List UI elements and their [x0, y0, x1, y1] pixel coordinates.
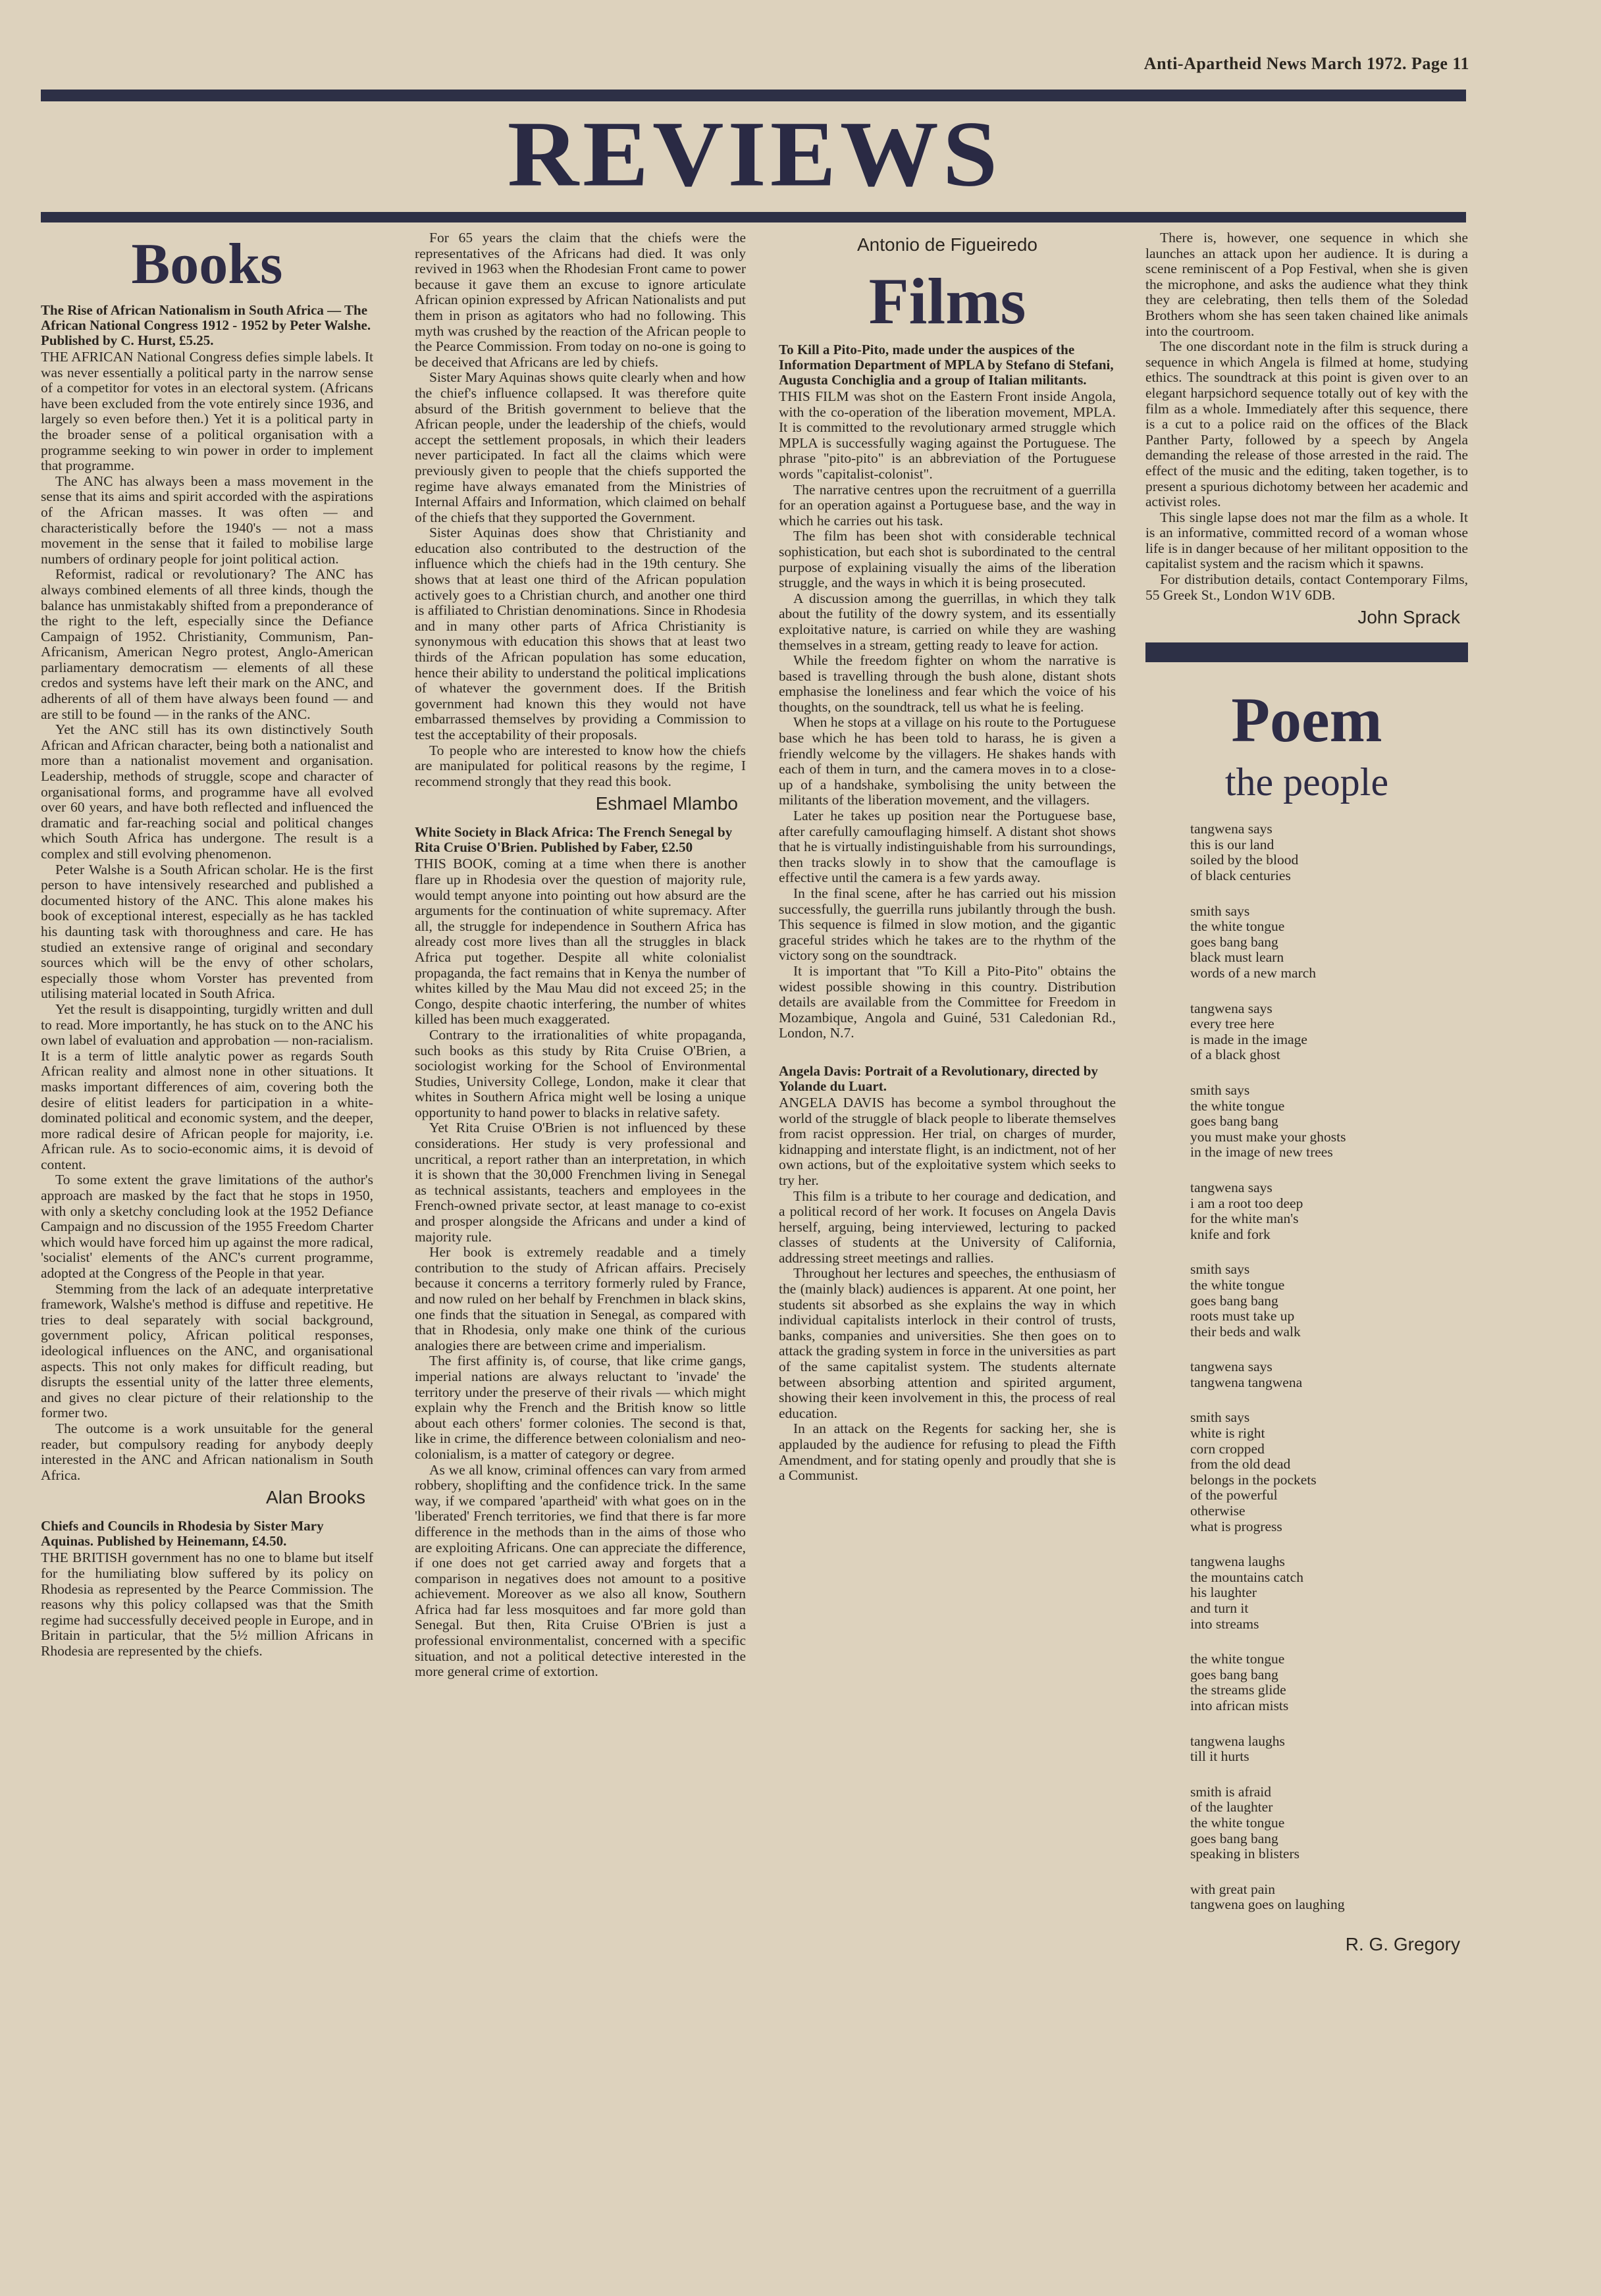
review-paragraph: To people who are interested to know how the chiefs are manipulated for political reasons by the regime, I recommend strongly that they read this book. — [415, 742, 746, 789]
poem-stanza — [1190, 1554, 1468, 1632]
poem-line: the white tongue — [1190, 1814, 1285, 1831]
poem-stanza — [1190, 1262, 1468, 1340]
poem-line: in the image of new trees — [1190, 1144, 1333, 1161]
poem-stanza — [1190, 1410, 1468, 1534]
masthead-rule-bottom — [41, 212, 1466, 222]
poem-line: goes bang bang — [1190, 1830, 1278, 1846]
review-paragraph: Yet the result is disappointing, turgidly written and dull to read. More importantly, he has stuck on to the ANC his own label of evaluation and approbation — non-racialism. It is a term of little analytic power as regards South African reality and almost none in other situations. It masks important differences of aim, covering both the desire of elitist leaders for participation in a white-dominated political and economic system, and the deeper, more radical desire of African people for majority, i.e. African rule. As to socio-economic aims, it is devoid of content. — [41, 1001, 373, 1172]
section-divider-rule — [1145, 642, 1468, 662]
poem-line: soiled by the blood — [1190, 852, 1299, 868]
poem-line: into streams — [1190, 1615, 1259, 1632]
poem-line: smith says — [1190, 902, 1250, 919]
poem-line: tangwena says — [1190, 821, 1273, 837]
poem-title: the people — [1224, 760, 1389, 804]
review-paragraph: Yet the ANC still has its own distinctively South African and African character, being both a nationalist and more than a nationalist movement and organisation. Leadership, methods of struggle, scope and character of organisational forms, and programme have all evolved over 60 years, and have both reflected and influenced the dramatic and far-reaching social and political changes which South Africa has undergone. The result is a complex and still evolving phenomenon. — [41, 721, 373, 862]
review-paragraph: The first affinity is, of course, that like crime gangs, imperial nations are always reluctant to 'invade' the territory under the preserve of their rivals — which might explain why the French and the British know so little about each others' former colonies. The second is that, like in crime, the difference between colonialism and neo-colonialism, is a matter of category or degree. — [415, 1353, 746, 1462]
column-1 — [41, 230, 373, 2205]
poem-line: tangwena laughs — [1190, 1733, 1285, 1749]
poem-line: speaking in blisters — [1190, 1846, 1300, 1862]
poem-line: tangwena says — [1190, 1179, 1273, 1195]
review-heading: Chiefs and Councils in Rhodesia by Sister Mary Aquinas. Published by Heinemann, £4.50. — [41, 1518, 324, 1550]
poem-line: smith is afraid — [1190, 1783, 1272, 1800]
poem-line: the white tongue — [1190, 1097, 1285, 1114]
poem-stanza — [1190, 1083, 1468, 1161]
review-paragraph: THIS BOOK, coming at a time when there is another flare up in Rhodesia over the question of majority rule, would tempt anyone into pointing out how absurd are the arguments for the continuation of white supremacy. After all, the struggle for independence in Southern Africa has already cost more lives than all the struggles in black Africa put together. Despite all white colonialist propaganda, the fact remains that in Kenya the number of whites killed by the Mau Mau did not exceed 25; in the Congo, despite chaotic interfering, the number of whites killed has been much exaggerated. — [415, 856, 746, 1028]
review-paragraph: Stemming from the lack of an adequate interpretative framework, Walshe's method is diffuse and repetitive. He tries to deal separately with social background, government policy, African political responses, ideological influences on the ANC, and organisational aspects. This not only makes for difficult reading, but disrupts the essential unity of the latter three elements, and gives no clear picture of their relationship to the former two. — [41, 1280, 373, 1421]
poem-line: what is progress — [1190, 1518, 1282, 1534]
review-heading: White Society in Black Africa: The French Senegal by Rita Cruise O'Brien. Published by Faber, £2.50 — [415, 824, 733, 856]
poem-stanza — [1190, 1882, 1468, 1913]
reviewer-signature: Eshmael Mlambo — [595, 793, 738, 814]
poem-line: and turn it — [1190, 1600, 1249, 1616]
poem-line: tangwena goes on laughing — [1190, 1896, 1345, 1913]
poem-line: smith says — [1190, 1082, 1250, 1098]
poem-line: with great pain — [1190, 1881, 1275, 1897]
review-paragraph: Sister Aquinas does show that Christianity and education also contributed to the destruction of the influence which the chiefs had in the 19th century. She shows that at least one third of the African population actively goes to a Christian church, and another one third is affiliated to Christian denominations. Since in Rhodesia and in many other parts of Africa Christianity is synonymous with education this shows that at least two thirds of the African population has some education, hence their ability to understand the political implications of whatever the government does. If the British government had known this they would not have embarrassed themselves by providing a Commission to test the acceptability of their proposals. — [415, 525, 746, 743]
poem-line: from the old dead — [1190, 1456, 1291, 1473]
poem-stanza — [1190, 1734, 1468, 1765]
review-paragraph: It is important that "To Kill a Pito-Pito" obtains the widest possible showing in this country. Distribution details are available from the Committee for Freedom in Mozambique, Angola and Guiné, 531 Caledonian Rd., London, N.7. — [779, 962, 1116, 1041]
review-paragraph: To some extent the grave limitations of the author's approach are masked by the fact that he stops in 1950, with only a sketchy concluding look at the 1952 Defiance Campaign and no discussion of the 1955 Freedom Charter which would have forced him up against the more radical, 'socialist' elements of the ANC's current programme, adopted at the Congress of the People in that year. — [41, 1172, 373, 1282]
review-heading: The Rise of African Nationalism in South Africa — The African National Congress 1912 - 1952 by Peter Walshe. Published by C. Hurst, £5.25. — [41, 302, 371, 348]
review-paragraph: For distribution details, contact Contemporary Films, 55 Greek St., London W1V 6DB. — [1145, 571, 1468, 603]
poem-line: words of a new march — [1190, 965, 1317, 981]
poem-line: of the laughter — [1190, 1799, 1273, 1815]
poem-line: the white tongue — [1190, 1276, 1285, 1293]
poem-line: black must learn — [1190, 949, 1284, 966]
review-paragraph: For 65 years the claim that the chiefs were the representatives of the Africans had died. It was only revived in 1963 when the Rhodesian Front came to power because it gave them an excuse to ignore articulate African opinion expressed by African Nationalists and put them in prison as agitators who had no following. This myth was crushed by the reaction of the African people to the Pearce Commission. From today on no-one is going to be deceived that Africans are led by chiefs. — [415, 230, 746, 370]
poem-line: the white tongue — [1190, 918, 1285, 935]
poem-line: white is right — [1190, 1425, 1265, 1442]
review-paragraph: The outcome is a work unsuitable for the general reader, but compulsory reading for anybody deeply interested in the ANC and African nationalism in South Africa. — [41, 1420, 373, 1483]
films-section-title: Films — [868, 265, 1026, 338]
poem-line: goes bang bang — [1190, 1113, 1278, 1130]
review-paragraph: Her book is extremely readable and a timely contribution to the study of African affairs. Precisely because it concerns a territory formerly ruled by France, and now ruled on her behalf by Frenchmen in black skins, one finds that the situation in Senegal, as compared with that in Rhodesia, only make one think of the curious analogies there are between crime and imperialism. — [415, 1244, 746, 1353]
review-paragraph: When he stops at a village on his route to the Portuguese base which he has been told to harass, he is given a friendly welcome by the villagers. He shakes hands with each of them in turn, and the camera moves in to a close-up of a handshake, symbolising the unity between the militants of the liberation movement, and the villagers. — [779, 714, 1116, 808]
books-section-title: Books — [131, 232, 283, 296]
review-paragraph: This single lapse does not mar the film as a whole. It is an informative, committed record of a woman whose life is in danger because of her militant opposition to the capitalist system and the racism which it spawns. — [1145, 509, 1468, 572]
page-folio: Anti-Apartheid News March 1972. Page 11 — [1143, 54, 1469, 73]
poem-line: every tree here — [1190, 1016, 1274, 1032]
poem-line: till it hurts — [1190, 1748, 1249, 1765]
review-paragraph: Throughout her lectures and speeches, the enthusiasm of the (mainly black) audiences is apparent. At one point, her students sit absorbed as she explains the way in which individual capitalists interlock in their control of trusts, banks, companies and universities. She then goes on to attack the grading system in force in the universities as part of the same capitalist system. The students alternate between absorbing attention and spirited argument, showing their keen involvement in this, the process of real education. — [779, 1265, 1116, 1421]
review-heading: To Kill a Pito-Pito, made under the auspices of the Information Department of MPLA by Stefano di Stefani, Augusta Conchiglia and a group of Italian militants. — [779, 342, 1114, 388]
review-paragraph: THE BRITISH government has no one to blame but itself for the humiliating blow suffered by its policy on Rhodesia as represented by the Pearce Commission. The reasons why this policy collapsed was that the Smith regime had successfully deceived people in Europe, and in Britain in particular, that the 5½ million Africans in Rhodesia are represented by the chiefs. — [41, 1550, 373, 1659]
review-paragraph: As we all know, criminal offences can vary from armed robbery, shoplifting and the confidence trick. In the same way, if we compared 'apartheid' with what goes on in the 'liberated' French territories, we find that there is far more difference in the methods than in the aims of those who are exploiting Africans. One can appreciate the difference, if one does not get carried away and forgets that a comparison in negatives does not amount to a positive achievement. Moreover as we also all know, Southern Africa had far less mosquitoes and far more gold than Senegal. But then, Rita Cruise O'Brien is just a professional environmentalist, concerned with a specific situation, and not a political detective interested in the more general crime of extortion. — [415, 1461, 746, 1680]
review-paragraph: The ANC has always been a mass movement in the sense that its aims and spirit accorded with the aspirations of the African masses. It was often — and characteristically before the 1940's — not a mass movement in the sense that it failed to mobilise large numbers of ordinary people for joint political action. — [41, 473, 373, 567]
poem-line: belongs in the pockets — [1190, 1471, 1317, 1488]
poem-stanza — [1190, 904, 1468, 981]
column-2 — [415, 230, 746, 2205]
poem-line: smith says — [1190, 1409, 1250, 1426]
poem-line: his laughter — [1190, 1584, 1257, 1601]
review-paragraph: Contrary to the irrationalities of white propaganda, such books as this study by Rita Cruise O'Brien, a sociologist working for the School of Environmental Studies, University College, London, make it clear that whites in Southern Africa might well be losing a unique opportunity to hand power to blacks in relative safety. — [415, 1026, 746, 1120]
review-paragraph: A discussion among the guerrillas, in which they talk about the futility of the dowry system, and its essentially exploitative nature, is carried on while they are washing themselves in a stream, getting ready to leave for action. — [779, 590, 1116, 653]
review-paragraph: THE AFRICAN National Congress defies simple labels. It was never essentially a political party in the narrow sense of a competitor for votes in an electoral system. (Africans have been excluded from the vote entirely since 1936, and largely so even before then.) Yet it is a political party in the broader sense of a political organisation with a programme seeking to win power in order to implement that programme. — [41, 349, 373, 474]
reviewer-signature: John Sprack — [1357, 607, 1460, 628]
poem-line: of a black ghost — [1190, 1047, 1280, 1063]
poem-line: this is our land — [1190, 836, 1274, 852]
column-4 — [1145, 230, 1468, 2205]
poem-line: the white tongue — [1190, 1651, 1285, 1667]
poem-line: corn cropped — [1190, 1440, 1265, 1457]
review-paragraph: In the final scene, after he has carried out his mission successfully, the guerrilla runs jubilantly through the bush. This sequence is filmed in slow motion, and the gigantic graceful strides which he takes are to the rhythm of the victory song on the soundtrack. — [779, 885, 1116, 964]
poem-line: roots must take up — [1190, 1308, 1295, 1324]
review-paragraph: In an attack on the Regents for sacking her, she is applauded by the audience for refusing to plead the Fifth Amendment, and for stating openly and proudly that she is a Communist. — [779, 1421, 1116, 1484]
review-paragraph: While the freedom fighter on whom the narrative is based is travelling through the bush alone, distant shots emphasise the loneliness and fear which the voice of his thoughts, on the soundtrack, tell us what he is feeling. — [779, 652, 1116, 715]
review-paragraph: The film has been shot with considerable technical sophistication, but each shot is subordinated to the central purpose of explaining visually the aims of the liberation struggle, and the ways in which it is being prosecuted. — [779, 528, 1116, 591]
review-paragraph: Reformist, radical or revolutionary? The ANC has always combined elements of all three kinds, though the balance has unmistakably shifted from a preponderance of the right to the left, especially since the Defiance Campaign of 1952. Christianity, Communism, Pan-Africanism, American Negro protest, Anglo-American parliamentary democratism — elements of all these credos and systems have left their mark on the ANC, and adherents of all of them have always been found — and are still to be found — in the ranks of the ANC. — [41, 566, 373, 722]
poem-line: the mountains catch — [1190, 1569, 1303, 1585]
review-heading: Angela Davis: Portrait of a Revolutionary, directed by Yolande du Luart. — [779, 1062, 1098, 1094]
poem-line: otherwise — [1190, 1503, 1246, 1519]
poem-stanza — [1190, 1785, 1468, 1862]
poem-line: tangwena says — [1190, 1000, 1273, 1016]
poem-line: of black centuries — [1190, 868, 1291, 884]
review-paragraph: The narrative centres upon the recruitment of a guerrilla for an operation against a Portuguese base, and the way in which he carries out his task. — [779, 481, 1116, 529]
poem-stanza — [1190, 1359, 1468, 1390]
poem-line: is made in the image — [1190, 1031, 1307, 1047]
masthead — [0, 101, 1601, 213]
review-paragraph: Sister Mary Aquinas shows quite clearly when and how the chief's influence collapsed. It was therefore quite absurd of the British government to believe that the African people, under the leadership of the chiefs, would accept the settlement proposals, in which their leaders never participated. In fact all the claims which were previously given to people that the chiefs supported the regime have always emanated from the Ministries of Internal Affairs and Information, which claimed on behalf of the chiefs that they supported the Government. — [415, 369, 746, 525]
poem-line: i am a root too deep — [1190, 1195, 1303, 1211]
poem-line: tangwena laughs — [1190, 1553, 1285, 1570]
poem-line: tangwena tangwena — [1190, 1374, 1303, 1390]
review-paragraph: This film is a tribute to her courage and dedication, and a political record of her work. It focuses on Angela Davis herself, arguing, being interviewed, lecturing to packed classes of students at the University of California, addressing street meetings and rallies. — [779, 1187, 1116, 1266]
poem-line: goes bang bang — [1190, 1666, 1278, 1683]
review-paragraph: Yet Rita Cruise O'Brien is not influenced by these considerations. Her study is very professional and uncritical, a report rather than an interpretation, in which it is shown that the 30,000 Frenchmen living in Senegal as technical assistants, teachers and employees in the French-owned private sector, at least manage to co-exist and prosper alongside the Africans and under a kind of majority rule. — [415, 1120, 746, 1245]
review-paragraph: THIS FILM was shot on the Eastern Front inside Angola, with the co-operation of the liberation movement, MPLA. It is committed to the revolutionary armed struggle which MPLA is successfully waging against the Portuguese. The phrase "pito-pito" is an abbreviation of the Portuguese words "capitalist-colonist". — [779, 388, 1116, 482]
poet-signature: R. G. Gregory — [1345, 1933, 1460, 1954]
poem-line: the streams glide — [1190, 1682, 1286, 1698]
poem-line: of the powerful — [1190, 1487, 1278, 1503]
review-paragraph: There is, however, one sequence in which she launches an attack upon her audience. It is during a scene reminiscent of a Pop Festival, when she is given the microphone, and asks the audience what they think they are celebrating, then tells them of the Soledad Brothers whom she has seen taken chained like animals into the courtroom. — [1145, 230, 1468, 339]
masthead-title: REVIEWS — [507, 102, 1002, 206]
review-paragraph: The one discordant note in the film is struck during a sequence in which Angela is filmed at home, studying ethics. The soundtrack at this point is given over to an elegant harpsichord sequence totally out of key with the film as a whole. Immediately after this sequence, there is a cut to a police raid on the offices of the Black Panther Party, followed by a speech by Angela demanding the release of those arrested in the raid. The effect of the music and the editing, taken together, is to present a spurious dichotomy between her academic and activist roles. — [1145, 338, 1468, 510]
poem-line: knife and fork — [1190, 1226, 1271, 1242]
poem-stanza — [1190, 1001, 1468, 1063]
reviewer-signature: Antonio de Figueiredo — [857, 234, 1037, 255]
poem-stanza — [1190, 1180, 1468, 1242]
review-paragraph: Later he takes up position near the Portuguese base, after carefully camouflaging himself. A distant shot shows that he is virtually indistinguishable from his surroundings, then tracks slowly in to show that the camouflage is effective until the camera is a few yards away. — [779, 808, 1116, 886]
poem-section-title: Poem — [1231, 685, 1382, 756]
review-paragraph: Peter Walshe is a South African scholar. He is the first person to have intensively researched and published a documented history of the ANC. This alone makes his book of exceptional interest, especially as he has tackled his daunting task with thoroughness and care. He has studied an extensive range of original and secondary sources which will be the envy of other scholars, especially those whom Vorster has prevented from utilising material located in South Africa. — [41, 861, 373, 1002]
column-3 — [779, 230, 1116, 2205]
poem-line: their beds and walk — [1190, 1323, 1301, 1340]
reviewer-signature: Alan Brooks — [266, 1487, 365, 1508]
poem-line: goes bang bang — [1190, 933, 1278, 950]
poem-line: goes bang bang — [1190, 1292, 1278, 1309]
poem-line: smith says — [1190, 1261, 1250, 1278]
poem-line: into african mists — [1190, 1697, 1289, 1713]
review-paragraph: ANGELA DAVIS has become a symbol throughout the world of the struggle of black people to liberate themselves from racist oppression. Her trial, on charges of murder, kidnapping and interstate flight, is an indictment, not of her own actions, but of the exploitative system which seeks to try her. — [779, 1094, 1116, 1188]
poem-line: for the white man's — [1190, 1211, 1299, 1227]
poem-body — [1145, 822, 1468, 1913]
masthead-rule-top — [41, 90, 1466, 101]
poem-stanza — [1190, 822, 1468, 883]
poem-line: you must make your ghosts — [1190, 1128, 1346, 1145]
poem-stanza — [1190, 1652, 1468, 1713]
poem-line: tangwena says — [1190, 1359, 1273, 1375]
